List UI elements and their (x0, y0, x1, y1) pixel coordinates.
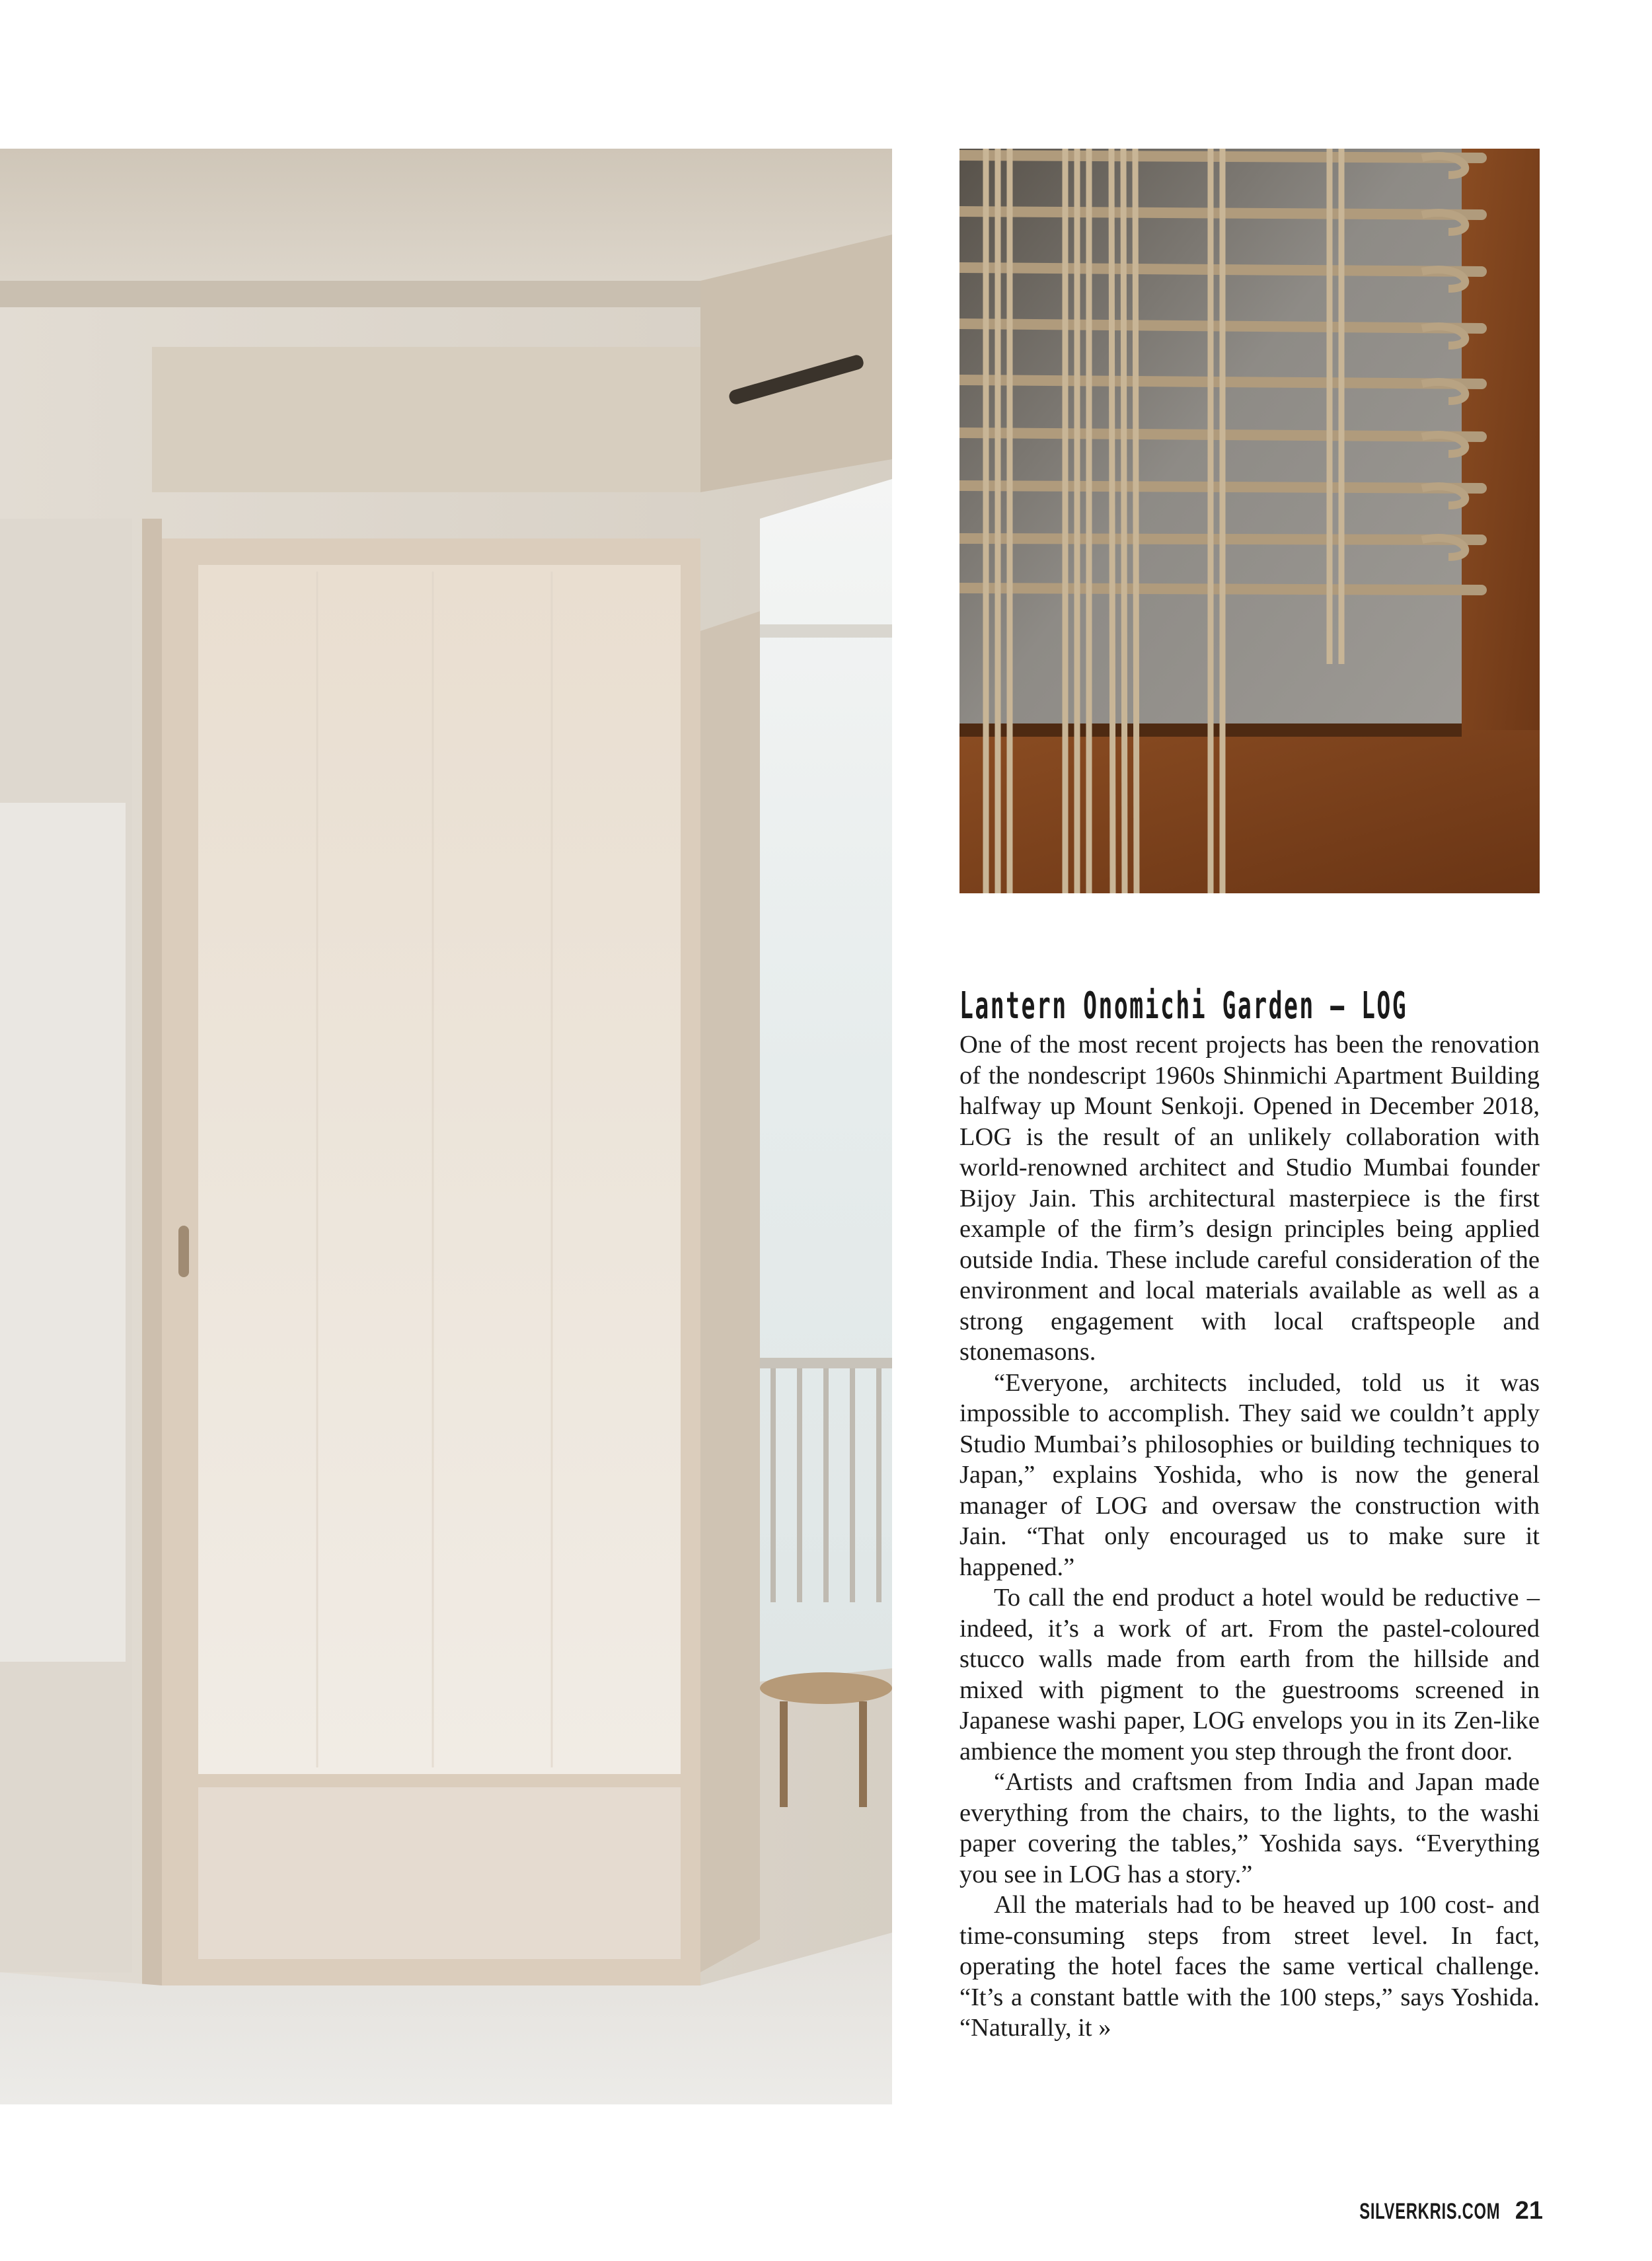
page-footer (1299, 2197, 1543, 2225)
article-paragraph-1: One of the most recent projects has been the renovation of the nondescript 1960s Shinmichi Apartment Building halfway up Mount Senkoji. Opened in December 2018, LOG is the result of an unlikely collaboration with world-renowned architect and Studio Mumbai founder Bijoy Jain. This architectural masterpiece is the first example of the firm’s design principles being applied outside India. These include careful consideration of the environment and local materials available as well as a strong engagement with local craftspeople and stonemasons. (959, 1031, 1540, 1366)
article-heading: Lantern Onomichi Garden – LOG (959, 984, 1408, 1027)
footer-site-url[interactable]: SILVERKRIS.COM (1359, 2199, 1501, 2224)
article-paragraph-5: All the materials had to be heaved up 100 cost- and time-consuming steps from street level. In fact, operating the hotel faces the same vertical challenge. “It’s a constant battle with the 100 steps,” says Yoshida. “Naturally, it » (959, 1891, 1540, 2042)
article-paragraph-3: To call the end product a hotel would be reductive – indeed, it’s a work of art. From the pastel-coloured stucco walls made from earth from the hillside and mixed with pigment to the guestrooms screened in Japanese washi paper, LOG envelops you in its Zen-like ambience the moment you step through the front door. (959, 1584, 1540, 1765)
photo-rope-weaving (959, 149, 1540, 893)
article (959, 983, 1540, 2044)
rope-weaving-illustration (959, 149, 1540, 893)
article-paragraph-4: “Artists and craftsmen from India and Japan made everything from the chairs, to the lights, to the washi paper covering the tables,” Yoshida says. “Everything you see in LOG has a story.” (959, 1768, 1540, 1888)
page-number: 21 (1515, 2197, 1543, 2225)
photo-sliding-door (0, 149, 892, 2104)
article-paragraph-2: “Everyone, architects included, told us it was impossible to accomplish. They said we couldn’t apply Studio Mumbai’s philosophies or building techniques to Japan,” explains Yoshida, who is now the general manager of LOG and oversaw the construction with Jain. “That only encouraged us to make sure it happened.” (959, 1368, 1540, 1581)
sliding-door-illustration (0, 149, 892, 2104)
